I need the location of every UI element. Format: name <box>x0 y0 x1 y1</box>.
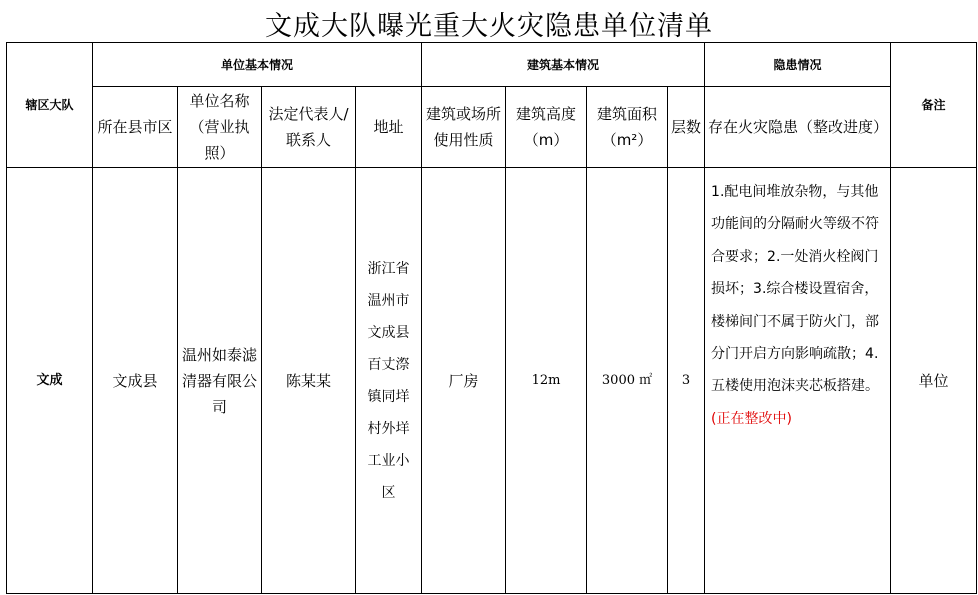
cell-legal-rep: 陈某某 <box>262 168 356 594</box>
rectification-progress: (正在整改中) <box>711 410 792 427</box>
header-floors: 层数 <box>668 87 705 168</box>
header-county: 所在县市区 <box>93 87 178 168</box>
cell-county: 文成县 <box>93 168 178 594</box>
header-fire-hazard: 存在火灾隐患（整改进度） <box>705 87 891 168</box>
cell-unit-name: 温州如泰滤清器有限公司 <box>178 168 262 594</box>
header-row-columns <box>7 87 977 168</box>
header-brigade: 辖区大队 <box>7 43 93 168</box>
header-building-basic: 建筑基本情况 <box>422 43 705 87</box>
header-row-group <box>7 43 977 87</box>
cell-brigade: 文成 <box>7 168 93 594</box>
header-unit-name: 单位名称（营业执照） <box>178 87 262 168</box>
page-title: 文成大队曝光重大火灾隐患单位清单 <box>265 11 713 42</box>
header-area: 建筑面积（m²） <box>587 87 668 168</box>
cell-height: 12m <box>506 168 587 594</box>
cell-floors: 3 <box>668 168 705 594</box>
hazard-text: 1.配电间堆放杂物，与其他功能间的分隔耐火等级不符合要求；2.一处消火栓阀门损坏；3.综合楼设置宿舍，楼梯间门不属于防火门，部分门开启方向影响疏散；4.五楼使用泡沫夹芯板搭建。 <box>711 184 880 395</box>
header-legal-rep: 法定代表人/联系人 <box>262 87 356 168</box>
cell-usage: 厂房 <box>422 168 506 594</box>
hazard-table <box>6 42 977 594</box>
header-height: 建筑高度（m） <box>506 87 587 168</box>
header-unit-basic: 单位基本情况 <box>93 43 422 87</box>
header-remarks: 备注 <box>891 43 977 168</box>
header-usage: 建筑或场所使用性质 <box>422 87 506 168</box>
header-address: 地址 <box>356 87 422 168</box>
cell-address: 浙江省温州市文成县百丈漈镇同垟村外垟工业小区 <box>356 168 422 594</box>
cell-fire-hazard <box>705 168 891 594</box>
header-hazard: 隐患情况 <box>705 43 891 87</box>
table-row <box>7 168 977 594</box>
cell-area: 3000 ㎡ <box>587 168 668 594</box>
cell-remarks: 单位 <box>891 168 977 594</box>
